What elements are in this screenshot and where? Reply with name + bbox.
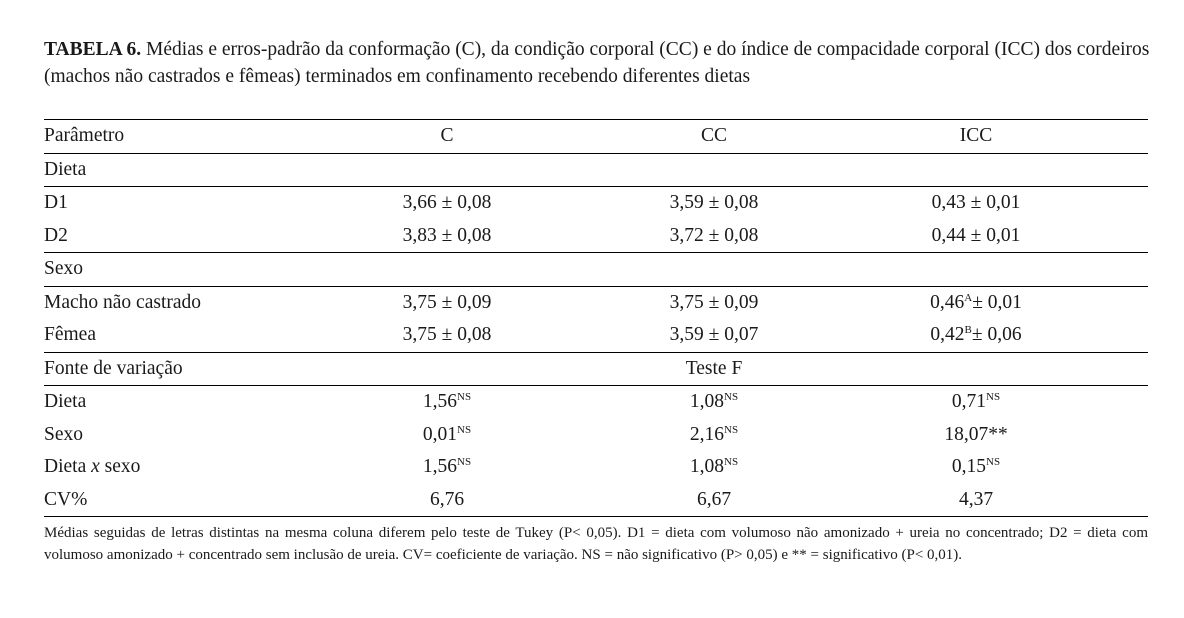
cell-cc (624, 419, 804, 452)
significance-mark: NS (457, 391, 472, 404)
row-label-italic: x (91, 456, 100, 478)
cell-c (270, 419, 624, 452)
cell-cc: 3,75 ± 0,09 (624, 286, 804, 319)
cell-cc: 3,59 ± 0,08 (624, 187, 804, 220)
row-label: Fêmea (44, 324, 96, 346)
header-c: C (270, 120, 624, 154)
f-value: 1,56 (422, 456, 458, 478)
row-label: D2 (44, 224, 68, 246)
row-label: D1 (44, 187, 270, 220)
row-label-part: Dieta (44, 456, 92, 478)
teste-f-label: Teste F (624, 352, 804, 386)
significance-mark: NS (457, 423, 472, 436)
table-row (44, 484, 1148, 517)
f-value: 1,08 (689, 391, 725, 413)
cell-cc (624, 386, 804, 419)
cell-cc (624, 451, 804, 484)
cell-icc (804, 386, 1148, 419)
f-value: 1,08 (689, 456, 725, 478)
results-table (44, 119, 1148, 517)
significance-mark: NS (986, 456, 1001, 469)
cell-c: 3,83 ± 0,08 (402, 224, 492, 246)
table-footnote: Médias seguidas de letras distintas na mesma coluna diferem pelo teste de Tukey (P< 0,05). D1 = dieta com volumoso não amonizado + ureia no concentrado; D2 = dieta com volumoso amonizado + concentrado sem inclusão de ureia. CV= coeficiente de variação. NS = não significativo (P> 0,05) e ** = significativo (P< 0,01). (44, 525, 1148, 563)
section-fonte (44, 352, 1148, 386)
icc-error: ± 0,06 (971, 324, 1022, 346)
significance-mark: NS (457, 456, 472, 469)
row-label: Macho não castrado (44, 286, 270, 319)
header-icc: ICC (804, 120, 1148, 154)
significance-mark: NS (724, 456, 739, 469)
cell-cc: 6,67 (624, 484, 804, 517)
icc-value: 0,42 (930, 324, 965, 346)
f-value: 2,16 (689, 423, 725, 445)
cell-icc: 0,44 ± 0,01 (931, 224, 1021, 246)
table-row (44, 451, 1148, 484)
header-param: Parâmetro (44, 120, 270, 154)
tukey-letter: A (964, 291, 973, 304)
significance-mark: NS (986, 391, 1001, 404)
table-row (44, 419, 1148, 452)
cell-c: 3,75 ± 0,09 (270, 286, 624, 319)
significance-mark: NS (724, 391, 739, 404)
table-row (44, 319, 1148, 352)
row-label-part: sexo (99, 456, 141, 478)
row-label (44, 451, 270, 484)
header-cc: CC (624, 120, 804, 154)
table-caption (44, 36, 1154, 90)
cell-icc: 4,37 (804, 484, 1148, 517)
cell-c: 3,75 ± 0,08 (402, 324, 492, 346)
section-label: Dieta (44, 153, 1148, 187)
f-value: 0,71 (951, 391, 987, 413)
section-label: Sexo (44, 253, 1148, 287)
row-label: Dieta (44, 386, 270, 419)
caption-label: TABELA 6. (44, 39, 142, 60)
f-value: 1,56 (422, 391, 458, 413)
table-row (44, 386, 1148, 419)
header-row (44, 120, 1148, 154)
f-value: 18,07** (944, 423, 1008, 445)
table-row (44, 220, 1148, 253)
section-dieta (44, 153, 1148, 187)
significance-mark: NS (724, 423, 739, 436)
cell-c (270, 451, 624, 484)
cell-c: 3,66 ± 0,08 (270, 187, 624, 220)
table-row (44, 187, 1148, 220)
cell-c (270, 386, 624, 419)
icc-value: 0,46 (930, 291, 965, 313)
cell-icc (804, 451, 1148, 484)
table-row (44, 286, 1148, 319)
tukey-letter: B (964, 324, 972, 337)
cell-cc: 3,59 ± 0,07 (669, 324, 759, 346)
section-sexo (44, 253, 1148, 287)
cell-icc (804, 286, 1148, 319)
row-label: CV% (44, 484, 270, 517)
f-value: 0,01 (422, 423, 458, 445)
cell-cc: 3,72 ± 0,08 (669, 224, 759, 246)
cell-c: 6,76 (270, 484, 624, 517)
icc-error: ± 0,01 (972, 291, 1022, 313)
row-label: Sexo (44, 423, 83, 445)
f-value: 0,15 (951, 456, 987, 478)
cell-icc: 0,43 ± 0,01 (804, 187, 1148, 220)
caption-text: Médias e erros-padrão da conformação (C), da condição corporal (CC) e do índice de compacidade corporal (ICC) dos cordeiros (machos não castrados e fêmeas) terminados em confinamento recebendo diferentes dietas (44, 39, 1150, 87)
cell-icc (804, 419, 1148, 452)
cell-icc (804, 319, 1148, 352)
section-label: Fonte de variação (44, 352, 270, 386)
